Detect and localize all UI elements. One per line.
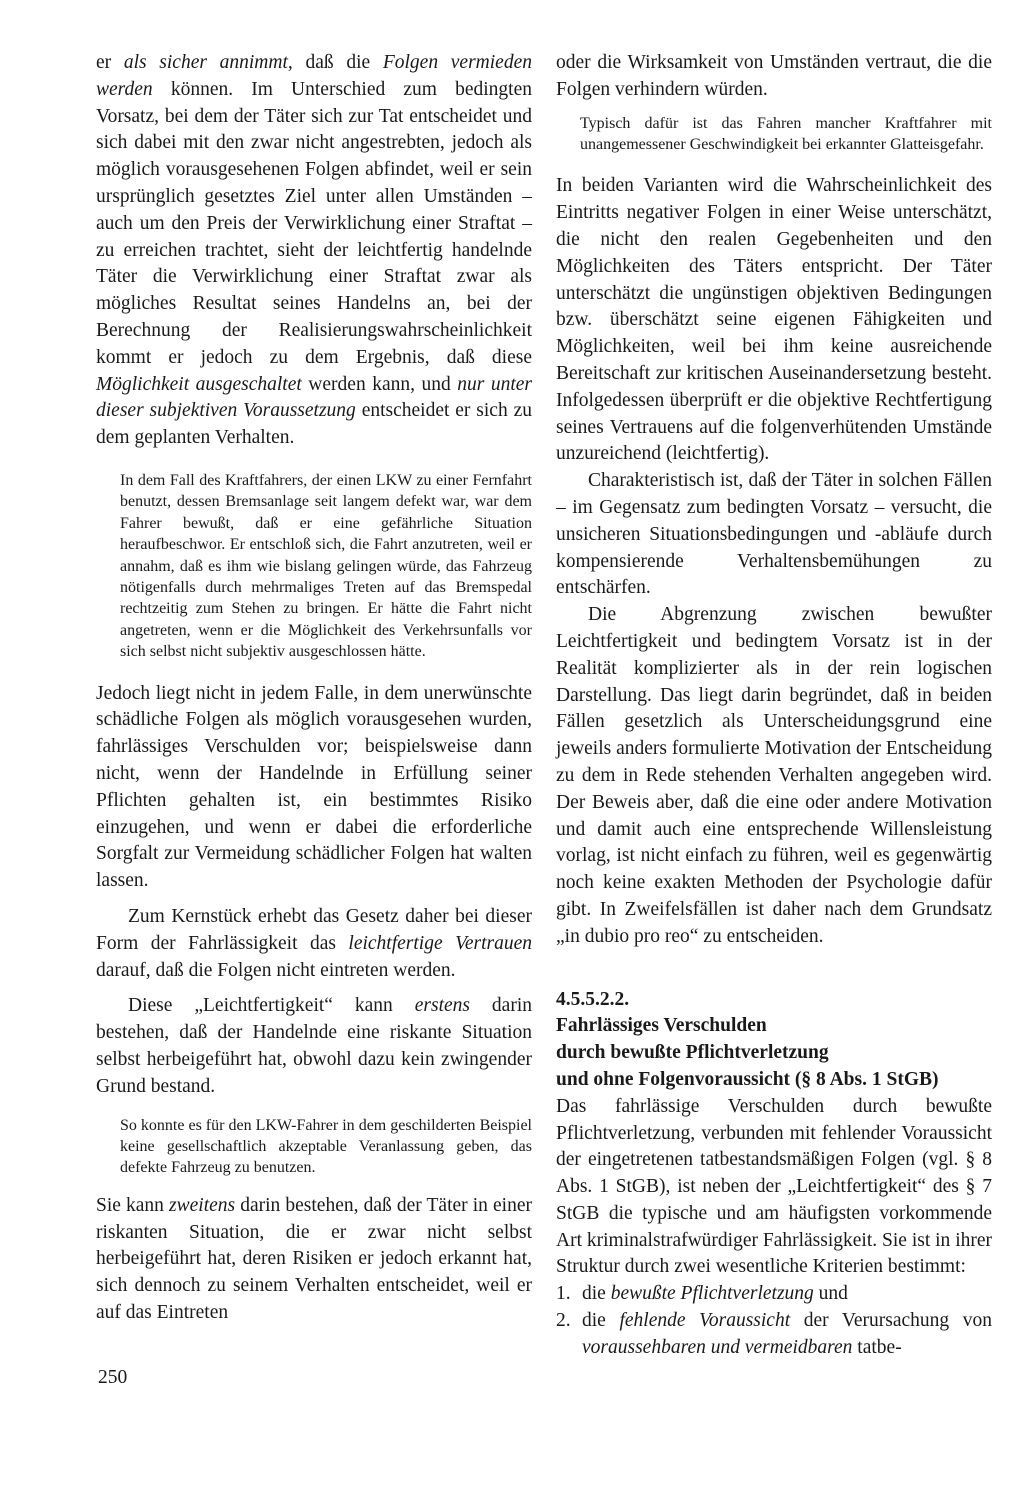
section-number: 4.5.5.2.2. — [556, 988, 630, 1010]
emphasis-text: fehlende Voraussicht — [619, 1310, 791, 1332]
body-paragraph — [96, 904, 532, 984]
example-note — [556, 113, 992, 156]
right-column — [556, 50, 992, 1362]
text-run: Charakteristisch ist, daß der Täter in solchen Fällen – im Gegensatz zum bedingten Vorsatz – versucht, die unsicheren Situationsbedingungen und -abläufe durch kompensierende Verhaltensbemühungen zu entschärfen. — [556, 470, 992, 599]
body-paragraph — [556, 602, 992, 950]
emphasis-text: Folgen vermieden werden — [96, 52, 532, 100]
left-column — [96, 50, 532, 1327]
text-run: tatbe- — [852, 1336, 902, 1358]
text-run: darauf, daß die Folgen nicht eintreten werden. — [96, 959, 456, 981]
section-title-line: und ohne Folgenvoraussicht (§ 8 Abs. 1 StGB) — [556, 1068, 939, 1090]
text-run: der Verursachung von — [790, 1310, 993, 1332]
text-run: er — [96, 52, 124, 73]
criteria-list — [556, 1281, 992, 1361]
page-number: 250 — [98, 1367, 128, 1388]
emphasis-text: als sicher annimmt, — [123, 52, 293, 73]
text-run: darin bestehen, daß der Täter in einer riskanten Situation, die er zwar nicht selbst herbeigeführt hat, deren Risiken er jedoch erkannt hat, sich dennoch zu seinem Verhalten entscheidet, weil er auf das Eintreten — [96, 1194, 532, 1323]
text-run: Typisch dafür ist das Fahren mancher Kraftfahrer mit unangemessener Geschwindigkeit bei erkannter Glatteisgefahr. — [580, 114, 992, 153]
body-paragraph — [96, 681, 532, 895]
emphasis-text: nur unter dieser subjektiven Voraussetzung — [96, 373, 533, 422]
section-title-line: Fahrlässiges Verschulden — [556, 1015, 767, 1037]
text-run: daß die — [292, 52, 383, 73]
body-paragraph — [96, 993, 532, 1100]
list-item — [556, 1308, 992, 1362]
text-run: können. Im Unterschied zum bedingten Vorsatz, bei dem der Täter sich zur Tat entscheidet und sich dabei mit den zwar nicht angestrebten, jedoch als möglich vorausgesehenen Folgen abfindet, weil er sein ursprünglich gesetztes Ziel unter allen Umständen – auch um den Preis der Verwirklichung einer Straftat – zu erreichen trachtet, sieht der leichtfertig handelnde Täter die Verwirklichung einer Straftat zwar als mögliches Resultat seines Handelns an, bei der Berechnung der Realisierungswahrscheinlichkeit kommt er jedoch zu dem Ergebnis, daß diese — [96, 78, 532, 368]
text-run: entscheidet er sich zu dem geplanten Verhalten. — [96, 400, 532, 449]
body-paragraph — [96, 50, 532, 452]
text-run: die — [582, 1283, 611, 1305]
text-run: und — [813, 1283, 848, 1305]
body-paragraph — [556, 1094, 992, 1282]
text-run: Jedoch liegt nicht in jedem Falle, in dem unerwünschte schädliche Folgen als möglich vorausgesehen wurden, fahrlässiges Verschulden vor; beispielsweise dann nicht, wenn der Handelnde in Erfüllung seiner Pflichten gehalten ist, ein bestimmtes Risiko einzugehen, und wenn er dabei die erforderliche Sorgfalt zur Vermeidung schädlicher Folgen hat walten lassen. — [96, 682, 532, 892]
text-run: werden kann, und — [301, 373, 458, 395]
section-title-line: durch bewußte Pflichtverletzung — [556, 1042, 829, 1064]
list-number: 1. — [556, 1283, 571, 1305]
text-run: Sie kann — [96, 1194, 170, 1216]
text-run: Die Abgrenzung zwischen bewußter Leichtfertigkeit und bedingtem Vorsatz ist in der Realität komplizierter als in der rein logischen Darstellung. Das liegt darin begründet, daß in beiden Fällen gesetzlich als Unterscheidungsgrund eine jeweils anders formulierte Motivation der Entscheidung zu dem in Rede stehenden Verhalten angegeben wird. Der Beweis aber, daß die eine oder andere Motivation und damit auch eine entsprechende Willensleistung vorlag, ist nicht einfach zu führen, weil es gegenwärtig noch keine exakten Methoden der Psychologie dafür gibt. In Zweifelsfällen ist daher nach dem Grundsatz „in dubio pro reo“ zu entscheiden. — [556, 604, 992, 947]
emphasis-text: leichtfertige Vertrauen — [348, 932, 532, 954]
body-paragraph — [556, 468, 992, 602]
emphasis-text: Möglichkeit ausgeschaltet — [96, 373, 302, 395]
list-text — [582, 1308, 992, 1362]
text-run: Diese „Leichtfertigkeit“ kann — [128, 995, 415, 1017]
list-text — [582, 1281, 992, 1308]
text-run: die — [582, 1310, 620, 1332]
section-heading — [556, 987, 992, 1094]
list-number: 2. — [556, 1310, 571, 1332]
emphasis-text: zweitens — [169, 1194, 236, 1216]
body-paragraph — [96, 1193, 532, 1327]
emphasis-text: bewußte Pflichtverletzung — [610, 1283, 814, 1305]
text-run: So konnte es für den LKW-Fahrer in dem geschilderten Beispiel keine gesellschaftlich akzeptable Veranlassung geben, das defekte Fahrzeug zu benutzen. — [120, 1116, 532, 1177]
text-run: darin bestehen, daß der Handelnde eine riskante Situation selbst herbeigeführt hat, obwohl dazu kein zwingender Grund bestand. — [96, 995, 532, 1097]
list-item — [556, 1281, 992, 1308]
emphasis-text: voraussehbaren und vermeidbaren — [582, 1336, 853, 1358]
example-note — [96, 1115, 532, 1179]
body-paragraph — [556, 50, 992, 104]
text-run: In dem Fall des Kraftfahrers, der einen LKW zu einer Fernfahrt benutzt, dessen Bremsanlage seit langem defekt war, war dem Fahrer bewußt, daß er eine gefährliche Situation heraufbeschwor. Er entschloß sich, die Fahrt anzutreten, weil er annahm, daß es ihm wie bislang gelingen würde, das Fahrzeug nötigenfalls durch mehrmaliges Treten auf das Bremspedal rechtzeitig zum Stehen zu bringen. Er hätte die Fahrt nicht angetreten, wenn er die Möglichkeit des Verkehrsunfalls vor sich selbst nicht subjektiv ausgeschlossen hätte. — [120, 471, 532, 661]
text-run: oder die Wirksamkeit von Umständen vertraut, die die Folgen verhindern würden. — [556, 52, 992, 100]
example-note — [96, 470, 532, 663]
emphasis-text: erstens — [414, 995, 470, 1017]
text-run: Das fahrlässige Verschulden durch bewußte Pflichtverletzung, verbunden mit fehlender Voraussicht der eingetretenen tatbestandsmäßigen Folgen (vgl. § 8 Abs. 1 StGB), ist neben der „Leichtfertigkeit“ des § 7 StGB die typische und am häufigsten vorkommende Art kriminalstrafwürdiger Fahrlässigkeit. Sie ist in ihrer Struktur durch zwei wesentliche Kriterien bestimmt: — [556, 1095, 992, 1278]
text-run: Zum Kernstück erhebt das Gesetz daher bei dieser Form der Fahrlässigkeit das — [96, 905, 532, 954]
text-run: In beiden Varianten wird die Wahrscheinlichkeit des Eintritts negativer Folgen in einer Weise unterschätzt, die nicht den realen Gegebenheiten und den Möglichkeiten des Täters entspricht. Der Täter unterschätzt die ungünstigen objektiven Bedingungen bzw. überschätzt seine eigenen Fähigkeiten und Möglichkeiten, weil bei ihm keine ausreichende Bereitschaft zur kritischen Auseinandersetzung besteht. Infolgedessen überprüft er die objektive Rechtfertigung seines Vertrauens auf die folgenverhütenden Umstände unzureichend (leichtfertig). — [556, 175, 992, 465]
body-paragraph — [556, 173, 992, 468]
